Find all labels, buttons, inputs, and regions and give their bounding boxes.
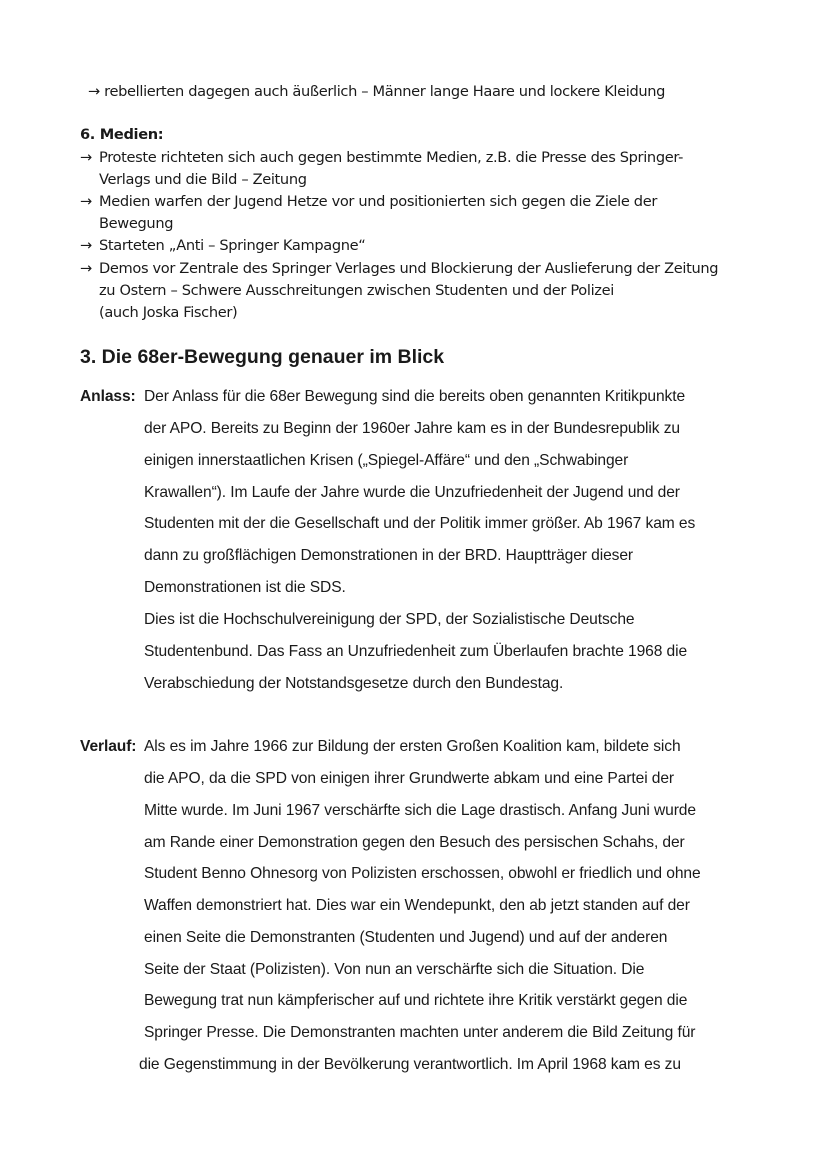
bullet-text: Verlags und die Bild – Zeitung: [99, 171, 307, 188]
anlass-line: Verabschiedung der Notstandsgesetze durch den Bundestag.: [144, 675, 564, 692]
verlauf-label: Verlauf:: [80, 738, 137, 755]
bullet-text: Proteste richteten sich auch gegen bestimmte Medien, z.B. die Presse des Springer-: [99, 149, 683, 166]
anlass-line: einigen innerstaatlichen Krisen („Spiegel-Affäre“ und den „Schwabinger: [144, 452, 629, 469]
verlauf-line: Bewegung trat nun kämpferischer auf und richtete ihre Kritik verstärkt gegen die: [144, 992, 688, 1009]
verlauf-line: Seite der Staat (Polizisten). Von nun an verschärfte sich die Situation. Die: [144, 961, 645, 978]
verlauf-line: am Rande einer Demonstration gegen den Besuch des persischen Schahs, der: [144, 834, 685, 851]
anlass-label: Anlass:: [80, 388, 136, 405]
anlass-line: Der Anlass für die 68er Bewegung sind die bereits oben genannten Kritikpunkte: [144, 388, 686, 405]
anlass-line: Demonstrationen ist die SDS.: [144, 579, 346, 596]
bullet-text: Demos vor Zentrale des Springer Verlages und Blockierung der Auslieferung der Zeitung: [99, 260, 719, 277]
medien-bullet-3: [80, 236, 365, 256]
intro-line: → rebellierten dagegen auch äußerlich – Männer lange Haare und lockere Kleidung: [88, 83, 666, 100]
verlauf-line: einen Seite die Demonstranten (Studenten und Jugend) und auf der anderen: [144, 929, 668, 946]
medien-bullet-4: [80, 259, 718, 279]
section-heading: 3. Die 68er-Bewegung genauer im Blick: [80, 346, 445, 368]
arrow-icon: →: [80, 193, 92, 210]
bullet-text: Starteten „Anti – Springer Kampagne“: [99, 237, 366, 254]
verlauf-line: die APO, da die SPD von einigen ihrer Grundwerte abkam und eine Partei der: [144, 770, 675, 787]
verlauf-line: Springer Presse. Die Demonstranten machten unter anderem die Bild Zeitung für: [144, 1024, 696, 1041]
bullet-text: Medien warfen der Jugend Hetze vor und positionierten sich gegen die Ziele der: [99, 193, 657, 210]
anlass-line: Studentenbund. Das Fass an Unzufriedenheit zum Überlaufen brachte 1968 die: [144, 643, 688, 660]
arrow-icon: →: [80, 260, 92, 277]
anlass-line: dann zu großflächigen Demonstrationen in der BRD. Hauptträger dieser: [144, 547, 634, 564]
verlauf-line: die Gegenstimmung in der Bevölkerung verantwortlich. Im April 1968 kam es zu: [139, 1056, 681, 1073]
medien-heading: 6. Medien:: [80, 126, 164, 143]
bullet-text: (auch Joska Fischer): [99, 304, 238, 321]
arrow-icon: →: [80, 149, 92, 166]
arrow-icon: →: [80, 237, 92, 254]
bullet-text: Bewegung: [99, 215, 174, 232]
verlauf-line: Waffen demonstriert hat. Dies war ein Wendepunkt, den ab jetzt standen auf der: [144, 897, 690, 914]
anlass-line: Studenten mit der die Gesellschaft und der Politik immer größer. Ab 1967 kam es: [144, 515, 696, 532]
verlauf-line: Student Benno Ohnesorg von Polizisten erschossen, obwohl er friedlich und ohne: [144, 865, 701, 882]
anlass-line: Dies ist die Hochschulvereinigung der SPD, der Sozialistische Deutsche: [144, 611, 635, 628]
bullet-text: zu Ostern – Schwere Ausschreitungen zwischen Studenten und der Polizei: [99, 282, 614, 299]
medien-bullet-2: [80, 192, 657, 212]
verlauf-line: Als es im Jahre 1966 zur Bildung der ersten Großen Koalition kam, bildete sich: [144, 738, 681, 755]
verlauf-line: Mitte wurde. Im Juni 1967 verschärfte sich die Lage drastisch. Anfang Juni wurde: [144, 802, 696, 819]
anlass-line: Krawallen“). Im Laufe der Jahre wurde die Unzufriedenheit der Jugend und der: [144, 484, 680, 501]
anlass-line: der APO. Bereits zu Beginn der 1960er Jahre kam es in der Bundesrepublik zu: [144, 420, 680, 437]
medien-bullet-1: [80, 148, 683, 168]
